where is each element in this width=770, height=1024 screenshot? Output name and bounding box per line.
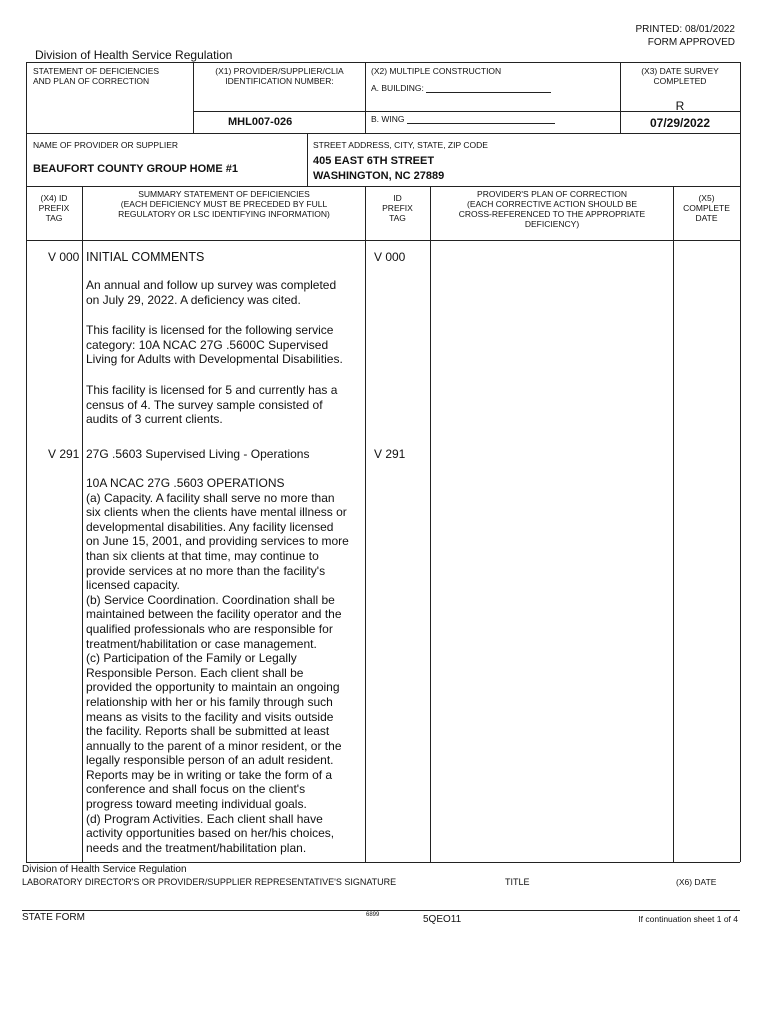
address-label: STREET ADDRESS, CITY, STATE, ZIP CODE [313, 140, 488, 150]
col-x5-header: (X5) COMPLETE DATE [683, 193, 730, 223]
form-number: 6899 [366, 912, 380, 918]
entry-paragraph: This facility is licensed for the following service category: 10A NCAC 27G .5600C Supervised Living for Adults with Developmental Disabilities. [86, 323, 343, 367]
provider-name: BEAUFORT COUNTY GROUP HOME #1 [33, 163, 238, 175]
signature-label: LABORATORY DIRECTOR'S OR PROVIDER/SUPPLIER REPRESENTATIVE'S SIGNATURE [22, 877, 397, 887]
col-x4-header: (X4) ID PREFIX TAG [38, 193, 70, 223]
continuation-sheet: If continuation sheet 1 of 4 [638, 914, 738, 924]
entry-title: INITIAL COMMENTS [86, 250, 205, 264]
entry-tag-v000: V 000 [48, 250, 80, 264]
col-id-header: ID PREFIX TAG [382, 193, 413, 223]
building-field [371, 83, 551, 93]
statement-label: STATEMENT OF DEFICIENCIES AND PLAN OF CORRECTION [33, 66, 160, 86]
wing-blank [407, 123, 555, 124]
agency-title: Division of Health Service Regulation [35, 48, 233, 62]
printed-date: PRINTED: 08/01/2022 [635, 24, 735, 35]
x1-label: (X1) PROVIDER/SUPPLIER/CLIA IDENTIFICATION NUMBER: [215, 66, 344, 86]
wing-field [371, 114, 555, 124]
entry-paragraph: 10A NCAC 27G .5603 OPERATIONS (a) Capacity. A facility shall serve no more than six clients when the clients have mental illness or developmental disabilities. Any facility licensed on June 15, 2001, and providing services to more than six clients at that time, may continue to provide services at no more than the facility's licensed capacity. (b) Service Coordination. Coordination shall be maintained between the facility operator and the qualified professionals who are responsible for treatment/habilitation or case management. (c) Participation of the Family or Legally Responsible Person. Each client shall be provided the opportunity to maintain an ongoing relationship with her or his family through such means as visits to the facility and visits outside the facility. Reports shall be submitted at least annually to the parent of a minor resident, or the legally responsible person of an adult resident. Reports may be in writing or take the form of a conference and shall focus on the client's progress toward meeting individual goals. (d) Program Activities. Each client shall have activity opportunities based on her/his choices, needs and the treatment/habilitation plan. [86, 476, 349, 855]
title-label: TITLE [505, 877, 530, 887]
provider-name-label: NAME OF PROVIDER OR SUPPLIER [33, 140, 178, 150]
footer-agency: Division of Health Service Regulation [22, 864, 187, 875]
wing-label: B. WING [371, 114, 405, 124]
building-label: A. BUILDING: [371, 83, 424, 93]
entry-v291 [86, 447, 364, 855]
x2-label: (X2) MULTIPLE CONSTRUCTION [371, 66, 502, 76]
provider-id: MHL007-026 [228, 116, 293, 128]
form-approved: FORM APPROVED [647, 37, 735, 48]
entry-v000 [86, 250, 364, 438]
survey-type: R [675, 99, 685, 113]
entry-tag-v291: V 291 [48, 447, 80, 461]
entry-id-tag-v291: V 291 [374, 447, 406, 461]
col-plan-header: PROVIDER'S PLAN OF CORRECTION (EACH CORRECTIVE ACTION SHOULD BE CROSS-REFERENCED TO THE APPROPRIATE DEFICIENCY) [458, 189, 646, 229]
building-blank [426, 92, 551, 93]
address-line2: WASHINGTON, NC 27889 [313, 170, 445, 182]
state-form-label: STATE FORM [22, 912, 85, 923]
address-line1: 405 EAST 6TH STREET [313, 155, 435, 167]
entry-paragraph: An annual and follow up survey was completed on July 29, 2022. A deficiency was cited. [86, 278, 337, 307]
entry-id-tag-v000: V 000 [374, 250, 406, 264]
entry-title: 27G .5603 Supervised Living - Operations [86, 447, 310, 461]
survey-date: 07/29/2022 [649, 116, 711, 130]
x3-label: (X3) DATE SURVEY COMPLETED [641, 66, 719, 86]
entry-paragraph: This facility is licensed for 5 and currently has a census of 4. The survey sample consisted of audits of 3 current clients. [86, 382, 338, 427]
date-label: (X6) DATE [676, 877, 717, 887]
event-id: 5QEO11 [423, 914, 462, 925]
col-summary-header: SUMMARY STATEMENT OF DEFICIENCIES (EACH DEFICIENCY MUST BE PRECEDED BY FULL REGULATORY OR LSC IDENTIFYING INFORMATION) [118, 189, 330, 219]
